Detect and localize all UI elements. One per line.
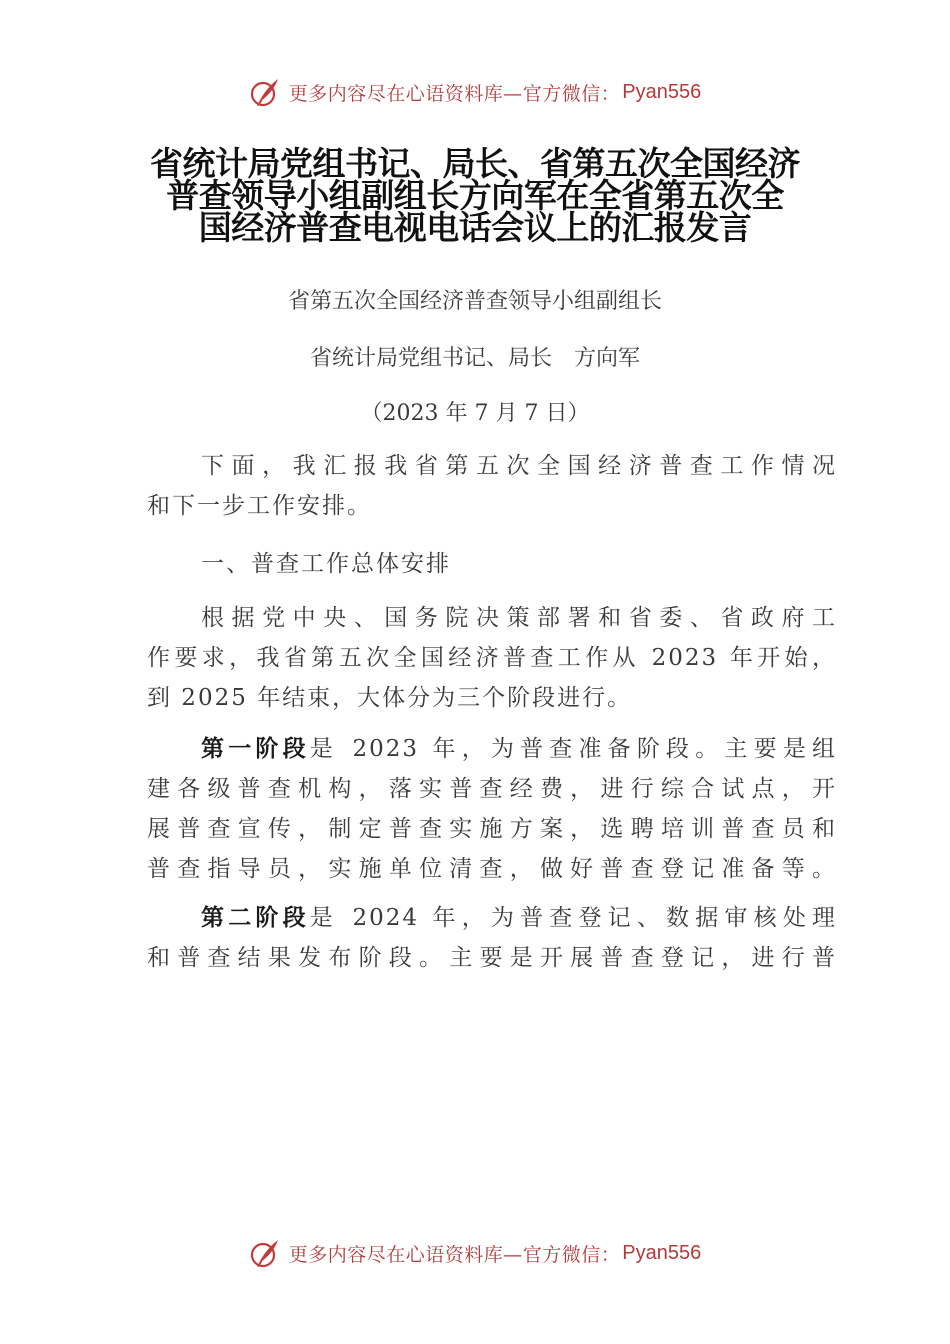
paragraph-line (147, 898, 837, 938)
intro-paragraph (147, 446, 837, 526)
author-role: 省第五次全国经济普查领导小组副组长 (287, 289, 662, 314)
banner-text: 更多内容尽在心语资料库—官方微信： (288, 1243, 621, 1266)
wechat-id: Pyan556 (622, 1241, 702, 1264)
author-name: 省统计局党组书记、局长 方向军 (309, 346, 640, 371)
paragraph-line: 建各级普查机构，落实普查经费，进行综合试点，开 (147, 776, 837, 802)
overview-paragraph (147, 598, 837, 718)
phase1-first-line: 是 2023 年，为普查准备阶段。主要是组 (309, 736, 838, 762)
paragraph-line: 根据党中央、国务院决策部署和省委、省政府工 (201, 605, 837, 631)
document-title (130, 144, 820, 247)
paragraph-line: 到 2025 年结束，大体分为三个阶段进行。 (147, 685, 633, 711)
paragraph-line: 下面，我汇报我省第五次全国经济普查工作情况 (201, 453, 837, 479)
phase1-label: 第一阶段 (201, 736, 310, 762)
wechat-id: Pyan556 (622, 80, 702, 103)
title-line: 国经济普查电视电话会议上的汇报发言 (198, 208, 752, 247)
phase2-label: 第二阶段 (201, 905, 310, 931)
section-heading (147, 544, 837, 584)
phase2-paragraph (147, 898, 837, 978)
phase1-paragraph (147, 729, 837, 889)
paragraph-line: 和普查结果发布阶段。主要是开展普查登记，进行普 (147, 945, 837, 971)
banner-text: 更多内容尽在心语资料库—官方微信： (288, 82, 621, 105)
bottom-banner (0, 1233, 950, 1273)
section-heading-text: 一、普查工作总体安排 (201, 551, 451, 577)
top-banner (0, 72, 950, 112)
paragraph-line: 普查指导员，实施单位清查，做好普查登记准备等。 (147, 856, 837, 882)
paragraph-line: 展普查宣传，制定普查实施方案，选聘培训普查员和 (147, 816, 837, 842)
paragraph-line (147, 729, 837, 769)
quill-pen-logo-icon (249, 76, 281, 108)
speech-date: （2023 年 7 月 7 日） (360, 401, 590, 426)
paragraph-line: 作要求，我省第五次全国经济普查工作从 2023 年开始， (147, 645, 837, 671)
phase2-first-line: 是 2024 年，为普查登记、数据审核处理 (309, 905, 838, 931)
paragraph-line: 和下一步工作安排。 (147, 493, 372, 519)
quill-pen-logo-icon (249, 1237, 281, 1269)
title-line: 普查领导小组副组长方向军在全省第五次全 (166, 176, 784, 215)
title-line: 省统计局党组书记、局长、省第五次全国经济 (150, 144, 800, 183)
